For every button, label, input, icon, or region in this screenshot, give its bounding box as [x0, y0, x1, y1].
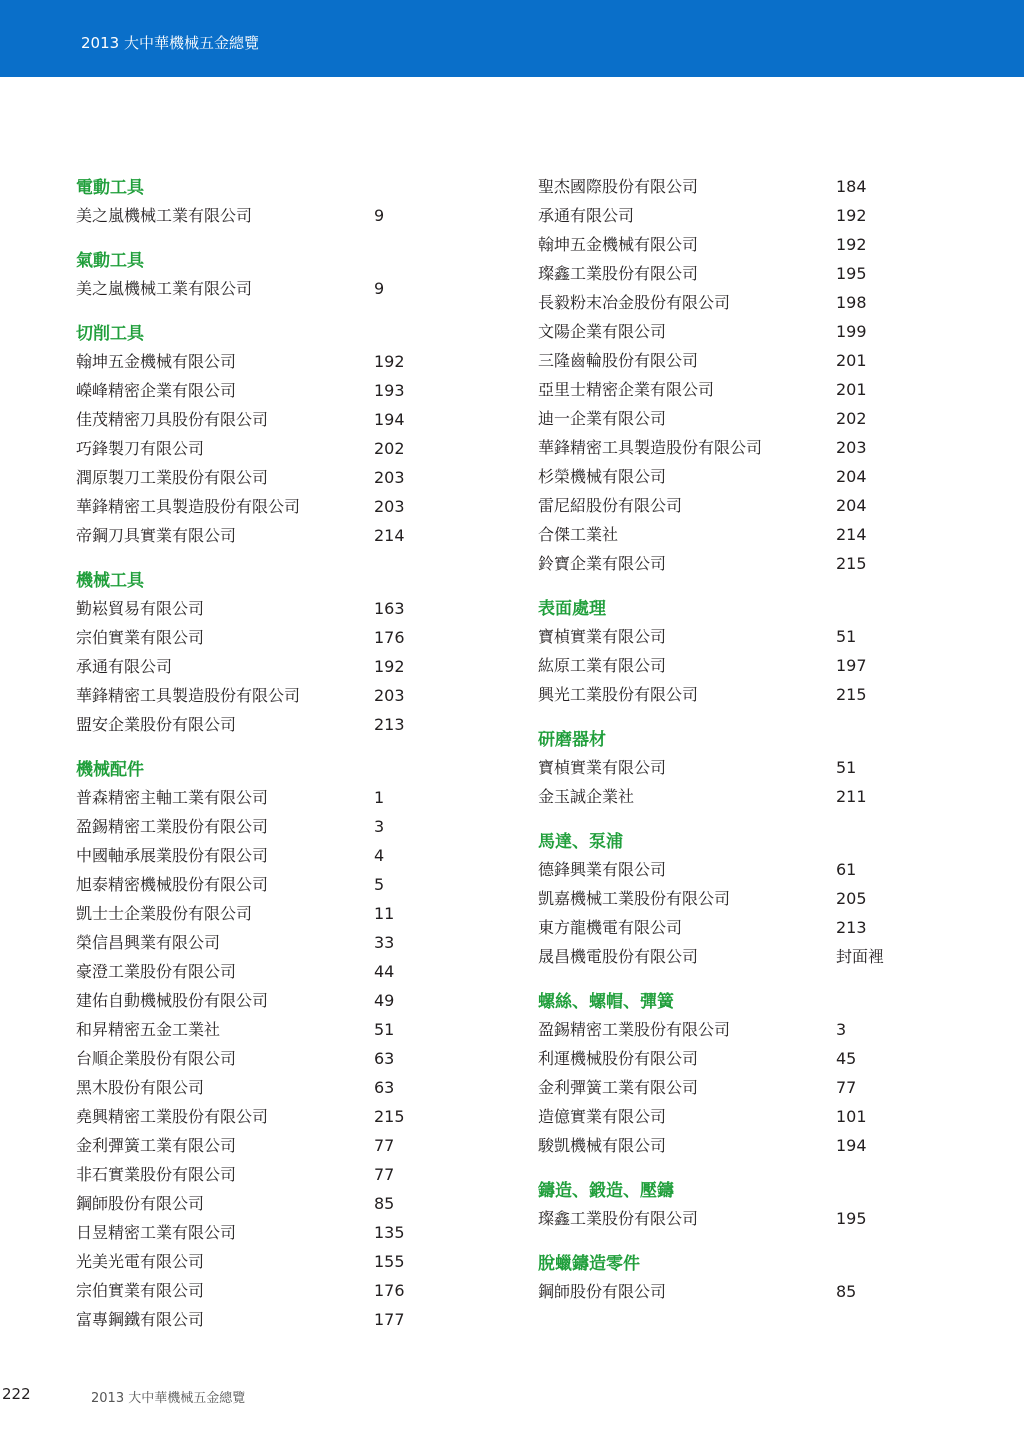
page-number: 203	[374, 497, 405, 516]
section-title: 氣動工具	[76, 251, 144, 271]
page-number: 5	[374, 875, 385, 894]
section-title: 研磨器材	[538, 730, 606, 750]
page-number: 204	[836, 496, 867, 515]
company-name: 寶楨實業有限公司	[538, 627, 667, 646]
index-entry	[76, 1044, 436, 1073]
page-number: 3	[374, 817, 385, 836]
index-entry	[76, 1102, 436, 1131]
section-title: 鑄造、鍛造、壓鑄	[538, 1181, 674, 1201]
index-entry	[76, 1131, 436, 1160]
index-entry	[538, 201, 938, 230]
index-entry	[76, 812, 436, 841]
company-name: 亞里士精密企業有限公司	[538, 380, 715, 399]
header-bar	[0, 0, 1024, 77]
company-name: 華鋒精密工具製造股份有限公司	[538, 438, 763, 457]
index-entry	[538, 230, 938, 259]
company-name: 巧鋒製刀有限公司	[76, 439, 205, 458]
company-name: 榮信昌興業有限公司	[76, 933, 221, 952]
section-title: 機械工具	[76, 571, 144, 591]
company-name: 晟昌機電股份有限公司	[538, 947, 699, 966]
page-number: 195	[836, 1209, 867, 1228]
company-name: 鋼師股份有限公司	[538, 1282, 667, 1301]
index-entry	[76, 870, 436, 899]
index-entry	[76, 623, 436, 652]
company-name: 宗伯實業有限公司	[76, 628, 205, 647]
company-name: 建佑自動機械股份有限公司	[76, 991, 269, 1010]
index-entry	[538, 520, 938, 549]
company-name: 紘原工業有限公司	[538, 656, 667, 675]
company-name: 德鋒興業有限公司	[538, 860, 667, 879]
page-number: 163	[374, 599, 405, 618]
page-number: 193	[374, 381, 405, 400]
index-entry	[538, 433, 938, 462]
index-entry	[76, 1189, 436, 1218]
page-number: 77	[374, 1165, 395, 1184]
index-entry	[538, 346, 938, 375]
index-entry	[538, 622, 938, 651]
index-entry	[538, 317, 938, 346]
index-entry	[76, 783, 436, 812]
index-entry	[76, 521, 436, 550]
index-entry	[76, 841, 436, 870]
section-title: 螺絲、螺帽、彈簧	[538, 992, 674, 1012]
page-number: 213	[836, 918, 867, 937]
page-number: 203	[836, 438, 867, 457]
page-number: 192	[374, 657, 405, 676]
index-entry	[76, 652, 436, 681]
index-entry	[76, 957, 436, 986]
index-entry	[538, 753, 938, 782]
page-number: 199	[836, 322, 867, 341]
page-number: 214	[836, 525, 867, 544]
company-name: 承通有限公司	[76, 657, 173, 676]
company-name: 佳茂精密刀具股份有限公司	[76, 410, 269, 429]
page-number: 194	[836, 1136, 867, 1155]
index-entry	[76, 434, 436, 463]
index-entry	[538, 288, 938, 317]
company-name: 豪澄工業股份有限公司	[76, 962, 237, 981]
index-entry	[76, 463, 436, 492]
company-name: 凱嘉機械工業股份有限公司	[538, 889, 731, 908]
index-entry	[538, 491, 938, 520]
company-name: 華鋒精密工具製造股份有限公司	[76, 686, 301, 705]
company-name: 承通有限公司	[538, 206, 635, 225]
page-number: 203	[374, 686, 405, 705]
page-number: 205	[836, 889, 867, 908]
index-entry	[76, 1247, 436, 1276]
index-entry	[76, 347, 436, 376]
section-title: 脫蠟鑄造零件	[538, 1254, 640, 1274]
index-entry	[76, 681, 436, 710]
index-entry	[538, 855, 938, 884]
index-entry	[76, 1160, 436, 1189]
company-name: 嶸峰精密企業有限公司	[76, 381, 237, 400]
company-name: 杉榮機械有限公司	[538, 467, 667, 486]
company-name: 鋼師股份有限公司	[76, 1194, 205, 1213]
company-name: 富專鋼鐵有限公司	[76, 1310, 205, 1329]
company-name: 台順企業股份有限公司	[76, 1049, 237, 1068]
company-name: 盈錫精密工業股份有限公司	[538, 1020, 731, 1039]
index-entry	[76, 1015, 436, 1044]
company-name: 中國軸承展業股份有限公司	[76, 846, 269, 865]
page-number: 215	[374, 1107, 405, 1126]
index-entry	[76, 1218, 436, 1247]
page-number: 155	[374, 1252, 405, 1271]
page-number: 封面裡	[836, 947, 885, 966]
index-entry	[538, 549, 938, 578]
company-name: 造億實業有限公司	[538, 1107, 667, 1126]
page-number: 202	[836, 409, 867, 428]
right-column	[538, 172, 938, 1306]
page-number: 77	[374, 1136, 395, 1155]
company-name: 金玉誠企業社	[538, 787, 635, 806]
section-title: 電動工具	[76, 178, 144, 198]
page-number: 33	[374, 933, 395, 952]
page-number: 201	[836, 380, 867, 399]
index-entry	[538, 1015, 938, 1044]
page-number: 176	[374, 1281, 405, 1300]
company-name: 旭泰精密機械股份有限公司	[76, 875, 269, 894]
page-number: 44	[374, 962, 395, 981]
company-name: 金利彈簧工業有限公司	[538, 1078, 699, 1097]
page-number: 211	[836, 787, 867, 806]
company-name: 堯興精密工業股份有限公司	[76, 1107, 269, 1126]
page-number: 184	[836, 177, 867, 196]
index-entry	[538, 1044, 938, 1073]
company-name: 迪一企業有限公司	[538, 409, 667, 428]
company-name: 翰坤五金機械有限公司	[76, 352, 237, 371]
page-number: 213	[374, 715, 405, 734]
company-name: 和昇精密五金工業社	[76, 1020, 221, 1039]
page-number: 201	[836, 351, 867, 370]
page-number: 45	[836, 1049, 857, 1068]
page-number: 215	[836, 685, 867, 704]
index-entry	[538, 1102, 938, 1131]
index-entry	[76, 899, 436, 928]
company-name: 合傑工業社	[538, 525, 619, 544]
index-entry	[76, 1073, 436, 1102]
company-name: 勤崧貿易有限公司	[76, 599, 205, 618]
page-number: 177	[374, 1310, 405, 1329]
index-entry	[538, 913, 938, 942]
company-name: 長毅粉末冶金股份有限公司	[538, 293, 731, 312]
index-entry	[538, 680, 938, 709]
company-name: 美之嵐機械工業有限公司	[76, 279, 253, 298]
left-column	[76, 172, 436, 1334]
index-entry	[76, 1305, 436, 1334]
page-number: 9	[374, 279, 385, 298]
page-number: 203	[374, 468, 405, 487]
page-number: 63	[374, 1078, 395, 1097]
company-name: 黑木股份有限公司	[76, 1078, 205, 1097]
company-name: 盈錫精密工業股份有限公司	[76, 817, 269, 836]
company-name: 帝鋼刀具實業有限公司	[76, 526, 237, 545]
index-entry	[76, 376, 436, 405]
page-number: 194	[374, 410, 405, 429]
index-entry	[538, 1131, 938, 1160]
company-name: 凱士士企業股份有限公司	[76, 904, 253, 923]
index-entry	[538, 172, 938, 201]
company-name: 金利彈簧工業有限公司	[76, 1136, 237, 1155]
section-title: 表面處理	[538, 599, 606, 619]
page-number: 1	[374, 788, 385, 807]
header-title: 2013 大中華機械五金總覽	[81, 34, 259, 52]
company-name: 盟安企業股份有限公司	[76, 715, 237, 734]
index-entry	[538, 259, 938, 288]
index-entry	[76, 928, 436, 957]
company-name: 華鋒精密工具製造股份有限公司	[76, 497, 301, 516]
page-number: 51	[836, 758, 857, 777]
company-name: 三隆齒輪股份有限公司	[538, 351, 699, 370]
company-name: 雷尼紹股份有限公司	[538, 496, 683, 515]
company-name: 日昱精密工業有限公司	[76, 1223, 237, 1242]
page-number: 214	[374, 526, 405, 545]
company-name: 普森精密主軸工業有限公司	[76, 788, 269, 807]
company-name: 興光工業股份有限公司	[538, 685, 699, 704]
section-title: 切削工具	[76, 324, 144, 344]
page-number: 215	[836, 554, 867, 573]
index-entry	[538, 462, 938, 491]
page-number: 195	[836, 264, 867, 283]
company-name: 宗伯實業有限公司	[76, 1281, 205, 1300]
index-entry	[538, 375, 938, 404]
company-name: 利運機械股份有限公司	[538, 1049, 699, 1068]
index-entry	[538, 782, 938, 811]
page-number: 197	[836, 656, 867, 675]
section-title: 機械配件	[76, 760, 144, 780]
page-number: 3	[836, 1020, 847, 1039]
page-number: 49	[374, 991, 395, 1010]
index-entry	[76, 986, 436, 1015]
company-name: 璨鑫工業股份有限公司	[538, 264, 699, 283]
index-entry	[76, 710, 436, 739]
footer-page-number: 222	[2, 1385, 31, 1403]
company-name: 鈴寶企業有限公司	[538, 554, 667, 573]
company-name: 非石實業股份有限公司	[76, 1165, 237, 1184]
page-number: 176	[374, 628, 405, 647]
page-number: 101	[836, 1107, 867, 1126]
index-entry	[76, 594, 436, 623]
page-number: 61	[836, 860, 857, 879]
page-number: 202	[374, 439, 405, 458]
page-number: 63	[374, 1049, 395, 1068]
page-number: 51	[836, 627, 857, 646]
index-entry	[538, 1204, 938, 1233]
page-number: 135	[374, 1223, 405, 1242]
index-entry	[538, 884, 938, 913]
index-entry	[76, 274, 436, 303]
page-number: 77	[836, 1078, 857, 1097]
company-name: 寶楨實業有限公司	[538, 758, 667, 777]
index-entry	[76, 405, 436, 434]
index-entry	[76, 1276, 436, 1305]
page-number: 192	[836, 206, 867, 225]
page-number: 4	[374, 846, 385, 865]
company-name: 聖杰國際股份有限公司	[538, 177, 699, 196]
page-number: 192	[836, 235, 867, 254]
footer-title: 2013 大中華機械五金總覽	[91, 1391, 246, 1406]
page-number: 192	[374, 352, 405, 371]
page-number: 85	[836, 1282, 857, 1301]
company-name: 光美光電有限公司	[76, 1252, 205, 1271]
index-entry	[76, 492, 436, 521]
page-number: 9	[374, 206, 385, 225]
page-number: 198	[836, 293, 867, 312]
page-number: 51	[374, 1020, 395, 1039]
company-name: 美之嵐機械工業有限公司	[76, 206, 253, 225]
section-title: 馬達、泵浦	[538, 832, 623, 852]
company-name: 翰坤五金機械有限公司	[538, 235, 699, 254]
index-entry	[538, 404, 938, 433]
index-entry	[538, 651, 938, 680]
company-name: 文陽企業有限公司	[538, 322, 667, 341]
company-name: 璨鑫工業股份有限公司	[538, 1209, 699, 1228]
company-name: 東方龍機電有限公司	[538, 918, 683, 937]
index-entry	[538, 1073, 938, 1102]
page-number: 85	[374, 1194, 395, 1213]
index-entry	[538, 942, 938, 971]
page-number: 204	[836, 467, 867, 486]
company-name: 駿凱機械有限公司	[538, 1136, 667, 1155]
company-name: 潤原製刀工業股份有限公司	[76, 468, 269, 487]
index-entry	[76, 201, 436, 230]
index-entry	[538, 1277, 938, 1306]
page-number: 11	[374, 904, 395, 923]
